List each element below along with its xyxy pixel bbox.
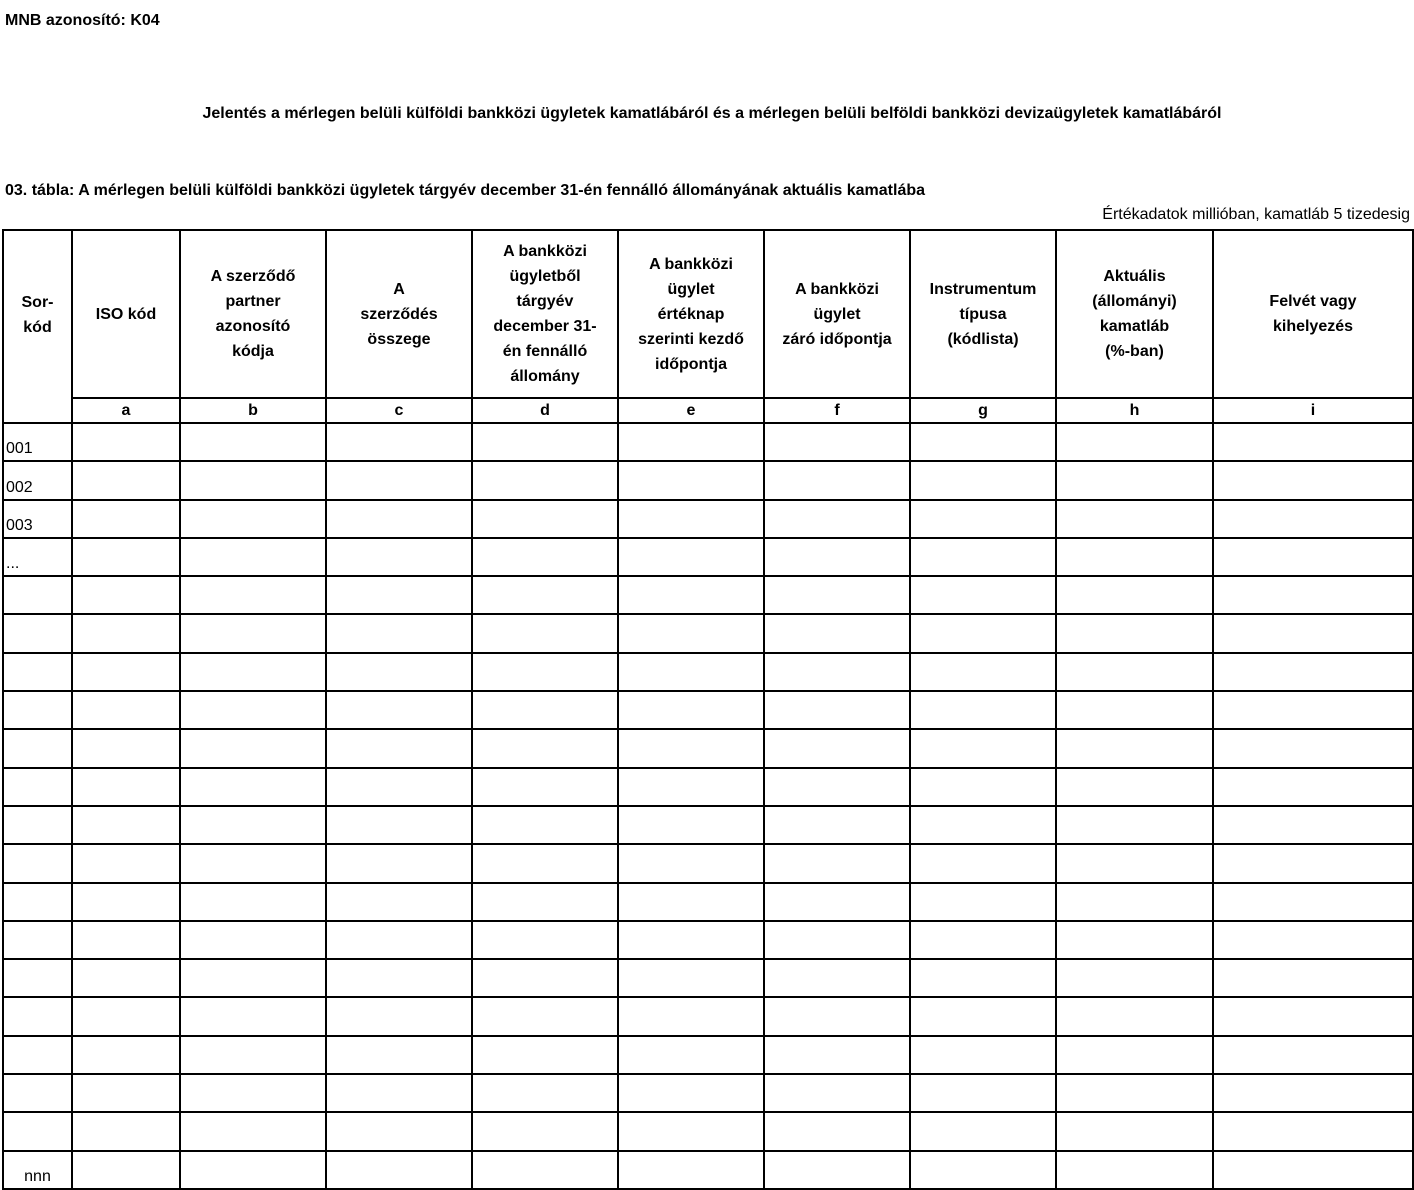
- data-cell[interactable]: [910, 921, 1056, 959]
- data-cell[interactable]: [180, 1036, 326, 1074]
- data-cell[interactable]: [326, 1112, 472, 1150]
- table-row: [3, 423, 1413, 461]
- row-code: [3, 959, 72, 997]
- data-cell[interactable]: [180, 921, 326, 959]
- data-cell[interactable]: [618, 1151, 764, 1189]
- data-cell[interactable]: [1213, 538, 1413, 576]
- row-code: 003: [3, 500, 72, 538]
- data-cell[interactable]: [180, 997, 326, 1035]
- data-cell[interactable]: [1213, 959, 1413, 997]
- data-cell[interactable]: [764, 538, 910, 576]
- table-body: [3, 230, 1413, 1189]
- row-code: 002: [3, 461, 72, 499]
- table-row: [3, 500, 1413, 538]
- data-cell[interactable]: [472, 423, 618, 461]
- data-cell[interactable]: [72, 768, 180, 806]
- data-cell[interactable]: [326, 997, 472, 1035]
- data-cell[interactable]: [618, 844, 764, 882]
- data-cell[interactable]: [326, 691, 472, 729]
- data-cell[interactable]: [472, 1036, 618, 1074]
- data-cell[interactable]: [764, 959, 910, 997]
- column-letter: f: [764, 398, 910, 423]
- column-header: A bankközi ügylet értéknap szerinti kezdő időpontja: [618, 230, 764, 398]
- data-cell[interactable]: [72, 1151, 180, 1189]
- data-cell[interactable]: [1213, 729, 1413, 767]
- data-cell[interactable]: [618, 997, 764, 1035]
- data-cell[interactable]: [764, 423, 910, 461]
- data-cell[interactable]: [1213, 768, 1413, 806]
- row-code: [3, 1036, 72, 1074]
- data-cell[interactable]: [1213, 921, 1413, 959]
- table-row: [3, 1151, 1413, 1189]
- data-cell[interactable]: [910, 844, 1056, 882]
- document-id: MNB azonosító: K04: [5, 12, 160, 29]
- data-cell[interactable]: [1213, 500, 1413, 538]
- data-cell[interactable]: [472, 729, 618, 767]
- data-cell[interactable]: [1213, 614, 1413, 652]
- table-row: [3, 729, 1413, 767]
- data-cell[interactable]: [910, 1074, 1056, 1112]
- row-code: 001: [3, 423, 72, 461]
- table-row: [3, 844, 1413, 882]
- table-row: [3, 806, 1413, 844]
- data-cell[interactable]: [180, 500, 326, 538]
- data-cell[interactable]: [764, 844, 910, 882]
- data-cell[interactable]: [180, 614, 326, 652]
- data-cell[interactable]: [910, 959, 1056, 997]
- column-letter: b: [180, 398, 326, 423]
- data-cell[interactable]: [472, 1112, 618, 1150]
- data-cell[interactable]: [72, 806, 180, 844]
- data-cell[interactable]: [764, 653, 910, 691]
- data-cell[interactable]: [1213, 461, 1413, 499]
- data-cell[interactable]: [764, 1074, 910, 1112]
- data-cell[interactable]: [764, 614, 910, 652]
- row-code: [3, 1074, 72, 1112]
- row-code: ...: [3, 538, 72, 576]
- data-cell[interactable]: [326, 729, 472, 767]
- data-cell[interactable]: [1213, 1112, 1413, 1150]
- data-cell[interactable]: [72, 538, 180, 576]
- data-cell[interactable]: [910, 883, 1056, 921]
- column-header: Felvét vagy kihelyezés: [1213, 230, 1413, 398]
- data-cell[interactable]: [326, 844, 472, 882]
- table-row: [3, 1112, 1413, 1150]
- data-cell[interactable]: [1056, 461, 1213, 499]
- data-cell[interactable]: [764, 1036, 910, 1074]
- column-letter: g: [910, 398, 1056, 423]
- data-cell[interactable]: [180, 461, 326, 499]
- data-cell[interactable]: [472, 1074, 618, 1112]
- data-cell[interactable]: [1056, 921, 1213, 959]
- data-cell[interactable]: [472, 691, 618, 729]
- data-cell[interactable]: [72, 576, 180, 614]
- data-cell[interactable]: [72, 959, 180, 997]
- data-cell[interactable]: [618, 423, 764, 461]
- data-cell[interactable]: [180, 653, 326, 691]
- table-row: [3, 653, 1413, 691]
- data-cell[interactable]: [326, 1074, 472, 1112]
- data-cell[interactable]: [618, 921, 764, 959]
- data-cell[interactable]: [72, 1036, 180, 1074]
- column-letter: h: [1056, 398, 1213, 423]
- data-cell[interactable]: [472, 997, 618, 1035]
- data-cell[interactable]: [618, 653, 764, 691]
- data-cell[interactable]: [180, 423, 326, 461]
- data-cell[interactable]: [764, 461, 910, 499]
- row-code: [3, 1112, 72, 1150]
- data-cell[interactable]: [764, 768, 910, 806]
- data-cell[interactable]: [1056, 997, 1213, 1035]
- data-cell[interactable]: [618, 576, 764, 614]
- data-cell[interactable]: [326, 806, 472, 844]
- table-row: [3, 768, 1413, 806]
- units-note: Értékadatok millióban, kamatláb 5 tizedesig: [1102, 206, 1410, 223]
- data-cell[interactable]: [72, 461, 180, 499]
- data-cell[interactable]: [618, 614, 764, 652]
- data-cell[interactable]: [472, 959, 618, 997]
- row-code: [3, 921, 72, 959]
- data-cell[interactable]: [764, 921, 910, 959]
- data-cell[interactable]: [618, 883, 764, 921]
- data-cell[interactable]: [1056, 959, 1213, 997]
- column-header: Aktuális (állományi) kamatláb (%-ban): [1056, 230, 1213, 398]
- row-code: [3, 614, 72, 652]
- data-cell[interactable]: [72, 1112, 180, 1150]
- row-code: [3, 691, 72, 729]
- data-cell[interactable]: [764, 1151, 910, 1189]
- data-cell[interactable]: [180, 768, 326, 806]
- data-cell[interactable]: [764, 806, 910, 844]
- data-cell[interactable]: [472, 844, 618, 882]
- data-cell[interactable]: [472, 883, 618, 921]
- data-cell[interactable]: [910, 1112, 1056, 1150]
- data-cell[interactable]: [910, 461, 1056, 499]
- data-cell[interactable]: [1056, 768, 1213, 806]
- data-cell[interactable]: [1056, 844, 1213, 882]
- data-cell[interactable]: [180, 806, 326, 844]
- data-cell[interactable]: [72, 883, 180, 921]
- data-cell[interactable]: [1213, 691, 1413, 729]
- header-row: [3, 230, 1413, 398]
- table-row: [3, 921, 1413, 959]
- data-cell[interactable]: [180, 883, 326, 921]
- data-cell[interactable]: [72, 997, 180, 1035]
- data-cell[interactable]: [326, 1036, 472, 1074]
- data-cell[interactable]: [910, 997, 1056, 1035]
- data-cell[interactable]: [72, 844, 180, 882]
- data-cell[interactable]: [764, 997, 910, 1035]
- data-cell[interactable]: [472, 653, 618, 691]
- data-cell[interactable]: [764, 883, 910, 921]
- data-cell[interactable]: [618, 461, 764, 499]
- data-cell[interactable]: [1213, 423, 1413, 461]
- data-cell[interactable]: [1213, 883, 1413, 921]
- data-cell[interactable]: [910, 576, 1056, 614]
- data-cell[interactable]: [326, 614, 472, 652]
- data-cell[interactable]: [618, 691, 764, 729]
- data-cell[interactable]: [472, 768, 618, 806]
- data-cell[interactable]: [326, 1151, 472, 1189]
- row-code: nnn: [3, 1151, 72, 1189]
- data-cell[interactable]: [910, 768, 1056, 806]
- table-row: [3, 576, 1413, 614]
- data-cell[interactable]: [764, 729, 910, 767]
- data-cell[interactable]: [472, 576, 618, 614]
- data-cell[interactable]: [180, 1112, 326, 1150]
- data-cell[interactable]: [1056, 1036, 1213, 1074]
- data-cell[interactable]: [910, 538, 1056, 576]
- data-cell[interactable]: [180, 959, 326, 997]
- data-cell[interactable]: [1213, 1074, 1413, 1112]
- column-header: A bankközi ügylet záró időpontja: [764, 230, 910, 398]
- column-letter: i: [1213, 398, 1413, 423]
- data-cell[interactable]: [910, 691, 1056, 729]
- data-cell[interactable]: [1056, 1074, 1213, 1112]
- table-row: [3, 959, 1413, 997]
- data-cell[interactable]: [618, 500, 764, 538]
- data-cell[interactable]: [180, 1074, 326, 1112]
- report-table: [2, 229, 1414, 1190]
- data-cell[interactable]: [72, 729, 180, 767]
- data-cell[interactable]: [1056, 806, 1213, 844]
- table-row: [3, 614, 1413, 652]
- column-letter: c: [326, 398, 472, 423]
- data-cell[interactable]: [1056, 653, 1213, 691]
- table-row: [3, 883, 1413, 921]
- data-cell[interactable]: [326, 423, 472, 461]
- data-cell[interactable]: [618, 729, 764, 767]
- data-cell[interactable]: [910, 653, 1056, 691]
- row-code: [3, 576, 72, 614]
- table-row: [3, 461, 1413, 499]
- data-cell[interactable]: [618, 1036, 764, 1074]
- column-letter-row: [3, 398, 1413, 423]
- data-cell[interactable]: [1213, 997, 1413, 1035]
- data-cell[interactable]: [72, 653, 180, 691]
- data-cell[interactable]: [910, 806, 1056, 844]
- column-header: ISO kód: [72, 230, 180, 398]
- row-code: [3, 729, 72, 767]
- data-cell[interactable]: [1213, 844, 1413, 882]
- data-cell[interactable]: [1056, 614, 1213, 652]
- data-cell[interactable]: [910, 500, 1056, 538]
- data-cell[interactable]: [1056, 500, 1213, 538]
- data-cell[interactable]: [764, 576, 910, 614]
- data-cell[interactable]: [326, 461, 472, 499]
- data-cell[interactable]: [472, 921, 618, 959]
- data-cell[interactable]: [326, 538, 472, 576]
- data-cell[interactable]: [472, 1151, 618, 1189]
- data-cell[interactable]: [472, 461, 618, 499]
- column-header: A szerződés összege: [326, 230, 472, 398]
- data-cell[interactable]: [180, 1151, 326, 1189]
- data-cell[interactable]: [472, 500, 618, 538]
- row-code: [3, 844, 72, 882]
- data-cell[interactable]: [910, 729, 1056, 767]
- data-cell[interactable]: [764, 691, 910, 729]
- column-letter: [3, 398, 72, 423]
- data-cell[interactable]: [180, 538, 326, 576]
- data-cell[interactable]: [910, 423, 1056, 461]
- data-cell[interactable]: [326, 921, 472, 959]
- data-cell[interactable]: [1213, 1036, 1413, 1074]
- data-cell[interactable]: [326, 959, 472, 997]
- data-cell[interactable]: [180, 691, 326, 729]
- data-cell[interactable]: [1213, 576, 1413, 614]
- data-cell[interactable]: [910, 614, 1056, 652]
- data-cell[interactable]: [72, 1074, 180, 1112]
- column-letter: e: [618, 398, 764, 423]
- table-row: [3, 1036, 1413, 1074]
- data-cell[interactable]: [1056, 1151, 1213, 1189]
- column-header: A szerződő partner azonosító kódja: [180, 230, 326, 398]
- row-code: [3, 806, 72, 844]
- data-cell[interactable]: [1056, 691, 1213, 729]
- data-cell[interactable]: [72, 423, 180, 461]
- data-cell[interactable]: [1056, 538, 1213, 576]
- data-cell[interactable]: [326, 653, 472, 691]
- data-cell[interactable]: [472, 614, 618, 652]
- data-cell[interactable]: [1056, 883, 1213, 921]
- data-cell[interactable]: [1056, 576, 1213, 614]
- column-letter: a: [72, 398, 180, 423]
- row-code: [3, 883, 72, 921]
- report-title: Jelentés a mérlegen belüli külföldi bankközi ügyletek kamatlábáról és a mérlegen belüli belföldi bankközi devizaügyletek kamatlábáról: [202, 105, 1222, 122]
- table-row: [3, 691, 1413, 729]
- data-cell[interactable]: [1213, 653, 1413, 691]
- data-cell[interactable]: [764, 1112, 910, 1150]
- data-cell[interactable]: [618, 806, 764, 844]
- data-cell[interactable]: [72, 614, 180, 652]
- table-row: [3, 997, 1413, 1035]
- data-cell[interactable]: [618, 1112, 764, 1150]
- data-cell[interactable]: [472, 538, 618, 576]
- table-row: [3, 538, 1413, 576]
- data-cell[interactable]: [180, 844, 326, 882]
- table-title: 03. tábla: A mérlegen belüli külföldi bankközi ügyletek tárgyév december 31-én fennálló állományának aktuális kamatlába: [5, 182, 926, 199]
- row-code: [3, 653, 72, 691]
- data-cell[interactable]: [180, 729, 326, 767]
- data-cell[interactable]: [1213, 1151, 1413, 1189]
- row-code: [3, 768, 72, 806]
- data-cell[interactable]: [618, 538, 764, 576]
- data-cell[interactable]: [1056, 729, 1213, 767]
- data-cell[interactable]: [910, 1151, 1056, 1189]
- data-cell[interactable]: [618, 768, 764, 806]
- data-cell[interactable]: [72, 921, 180, 959]
- data-cell[interactable]: [326, 500, 472, 538]
- data-cell[interactable]: [910, 1036, 1056, 1074]
- column-letter: d: [472, 398, 618, 423]
- data-cell[interactable]: [1213, 806, 1413, 844]
- data-cell[interactable]: [326, 576, 472, 614]
- table-row: [3, 1074, 1413, 1112]
- data-cell[interactable]: [180, 576, 326, 614]
- data-cell[interactable]: [618, 959, 764, 997]
- data-cell[interactable]: [72, 691, 180, 729]
- data-cell[interactable]: [1056, 423, 1213, 461]
- data-cell[interactable]: [72, 500, 180, 538]
- data-cell[interactable]: [618, 1074, 764, 1112]
- data-cell[interactable]: [472, 806, 618, 844]
- row-code: [3, 997, 72, 1035]
- data-cell[interactable]: [326, 883, 472, 921]
- data-cell[interactable]: [764, 500, 910, 538]
- data-cell[interactable]: [1056, 1112, 1213, 1150]
- column-header: A bankközi ügyletből tárgyév december 31- én fennálló állomány: [472, 230, 618, 398]
- data-cell[interactable]: [326, 768, 472, 806]
- column-header: Sor- kód: [3, 230, 72, 398]
- column-header: Instrumentum típusa (kódlista): [910, 230, 1056, 398]
